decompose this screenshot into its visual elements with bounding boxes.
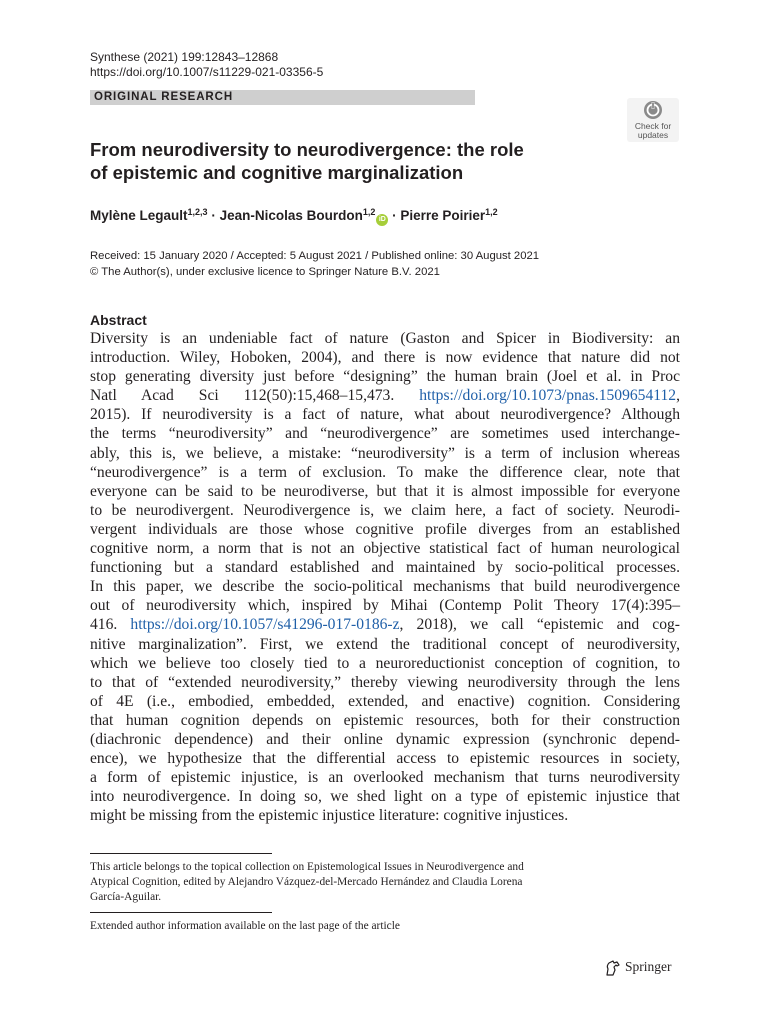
author-separator: · <box>388 208 401 223</box>
abstract-line <box>90 692 680 711</box>
abstract-text: 416. <box>90 616 131 634</box>
abstract-line <box>90 806 680 825</box>
abstract-line <box>90 444 680 463</box>
check-label-line1: Check for <box>634 121 672 131</box>
abstract-line <box>90 424 680 443</box>
abstract-heading: Abstract <box>90 312 147 328</box>
abstract-text: of 4E (i.e., embodied, embedded, extended, and enactive) cognition. Considering <box>90 692 680 710</box>
abstract-text: might be missing from the epistemic injustice literature: cognitive injustices. <box>90 807 569 825</box>
abstract-line <box>90 730 680 749</box>
abstract-text: 2015). If neurodiversity is a fact of nature, what about neurodivergence? Although <box>90 406 680 424</box>
abstract-text: to that of “extended neurodiversity,” thereby viewing neurodiversity through the lens <box>90 673 680 691</box>
orcid-icon[interactable]: iD <box>376 214 388 226</box>
abstract-text: to be neurodivergent. Neurodivergence is, we claim here, a fact of society. Neurodi- <box>90 501 680 519</box>
abstract-text: , <box>676 387 680 405</box>
abstract-text: out of neurodiversity which, inspired by Mihai (Contemp Polit Theory 17(4):395– <box>90 597 680 615</box>
abstract-body <box>90 329 680 825</box>
footnote-divider <box>90 912 272 913</box>
abstract-line <box>90 539 680 558</box>
abstract-line <box>90 768 680 787</box>
doi-link[interactable]: https://doi.org/10.1073/pnas.1509654112 <box>419 387 677 405</box>
author-affiliation: 1,2 <box>362 207 376 217</box>
footnote-divider <box>90 853 272 854</box>
abstract-text: nitive marginalization”. First, we extend the traditional concept of neurodiversity, <box>90 635 680 653</box>
doi-link[interactable]: https://doi.org/10.1057/s41296-017-0186-z <box>130 616 400 634</box>
abstract-text: vergent individuals are those whose cognitive profile diverges from an established <box>90 520 680 538</box>
check-for-updates-badge[interactable] <box>627 98 679 142</box>
dates-line: Received: 15 January 2020 / Accepted: 5 August 2021 / Published online: 30 August 2021 <box>90 250 540 262</box>
abstract-text: ably, this is, we believe, a mistake: “neurodiversity” is a term of inclusion whereas <box>90 444 680 462</box>
abstract-text: cognitive norm, a norm that is not an objective statistical fact of human neurological <box>90 540 680 558</box>
footnote-line: Atypical Cognition, edited by Alejandro Vázquez-del-Mercado Hernández and Claudia Lorena <box>90 876 523 888</box>
abstract-text: functioning but a standard established and maintained by socio-political processes. <box>90 559 680 577</box>
article-title <box>90 138 610 184</box>
abstract-line <box>90 596 680 615</box>
title-line-2: of epistemic and cognitive marginalization <box>90 162 464 183</box>
abstract-line <box>90 577 680 596</box>
abstract-text: , 2018), we call “epistemic and cog- <box>399 616 680 634</box>
author-affiliation: 1,2 <box>485 207 498 217</box>
author-name[interactable]: Mylène Legault <box>90 208 188 223</box>
abstract-text: Diversity is an undeniable fact of nature (Gaston and Spicer in Biodiversity: an <box>90 330 680 347</box>
abstract-line <box>90 520 680 539</box>
journal-info <box>90 50 323 80</box>
publication-history <box>90 249 539 280</box>
title-line-1: From neurodiversity to neurodivergence: the role <box>90 139 524 160</box>
abstract-line <box>90 386 680 405</box>
abstract-line <box>90 348 680 367</box>
author-name[interactable]: Pierre Poirier <box>400 208 486 223</box>
abstract-line <box>90 673 680 692</box>
abstract-line <box>90 482 680 501</box>
footnote-line: García-Aguilar. <box>90 891 162 903</box>
abstract-text: (diachronic dependence) and their online dynamic expression (synchronic depend- <box>90 730 680 748</box>
journal-citation: Synthese (2021) 199:12843–12868 <box>90 50 279 64</box>
abstract-text: Natl Acad Sci 112(50):15,468–15,473. <box>90 387 420 405</box>
abstract-line <box>90 711 680 730</box>
article-doi[interactable]: https://doi.org/10.1007/s11229-021-03356-5 <box>90 65 324 79</box>
abstract-line <box>90 367 680 386</box>
abstract-line <box>90 405 680 424</box>
abstract-line <box>90 329 680 348</box>
abstract-text: “neurodivergence” is a term of exclusion. To make the difference clear, note that <box>90 463 680 481</box>
abstract-text: stop generating diversity just before “designing” the human brain (Joel et al. in Proc <box>90 368 680 386</box>
article-type-label: ORIGINAL RESEARCH <box>94 91 234 103</box>
author-affiliation: 1,2,3 <box>187 207 208 217</box>
abstract-line <box>90 635 680 654</box>
abstract-text: introduction. Wiley, Hoboken, 2004), and there is now evidence that nature did not <box>90 349 680 367</box>
abstract-line <box>90 749 680 768</box>
publisher-name: Springer <box>625 959 672 974</box>
footnote-line: This article belongs to the topical collection on Epistemological Issues in Neurodivergence and <box>90 861 524 873</box>
abstract-line <box>90 615 680 634</box>
extended-author-info: Extended author information available on the last page of the article <box>90 920 400 932</box>
copyright-line: © The Author(s), under exclusive licence to Springer Nature B.V. 2021 <box>90 265 440 278</box>
abstract-text: everyone can be said to be neurodiverse, but that it is almost impossible for everyone <box>90 482 680 500</box>
abstract-text: In this paper, we describe the socio-political mechanisms that build neurodivergence <box>90 578 680 596</box>
check-for-updates-icon <box>643 100 663 120</box>
abstract-text: into neurodivergence. In doing so, we shed light on a type of epistemic injustice that <box>90 788 680 806</box>
author-separator: · <box>207 208 220 223</box>
abstract-text: that human cognition depends on epistemic resources, both for their construction <box>90 711 680 729</box>
abstract-line <box>90 654 680 673</box>
collection-footnote <box>90 860 680 905</box>
abstract-text: which we believe too closely tied to a neuroreductionist conception of cognition, to <box>90 654 680 672</box>
abstract-line <box>90 787 680 806</box>
abstract-line <box>90 463 680 482</box>
article-type-banner <box>90 90 475 105</box>
author-name[interactable]: Jean-Nicolas Bourdon <box>219 208 363 223</box>
author-list <box>90 207 498 226</box>
abstract-text: the terms “neurodiversity” and “neurodivergence” are sometimes used interchange- <box>90 425 680 443</box>
abstract-text: ence), we hypothesize that the differential access to epistemic resources in society, <box>90 750 680 768</box>
check-label-line2: updates <box>637 130 669 140</box>
abstract-line <box>90 558 680 577</box>
abstract-line <box>90 501 680 520</box>
springer-horse-icon <box>604 960 621 976</box>
abstract-text: a form of epistemic injustice, is an overlooked mechanism that turns neurodiversity <box>90 769 680 787</box>
